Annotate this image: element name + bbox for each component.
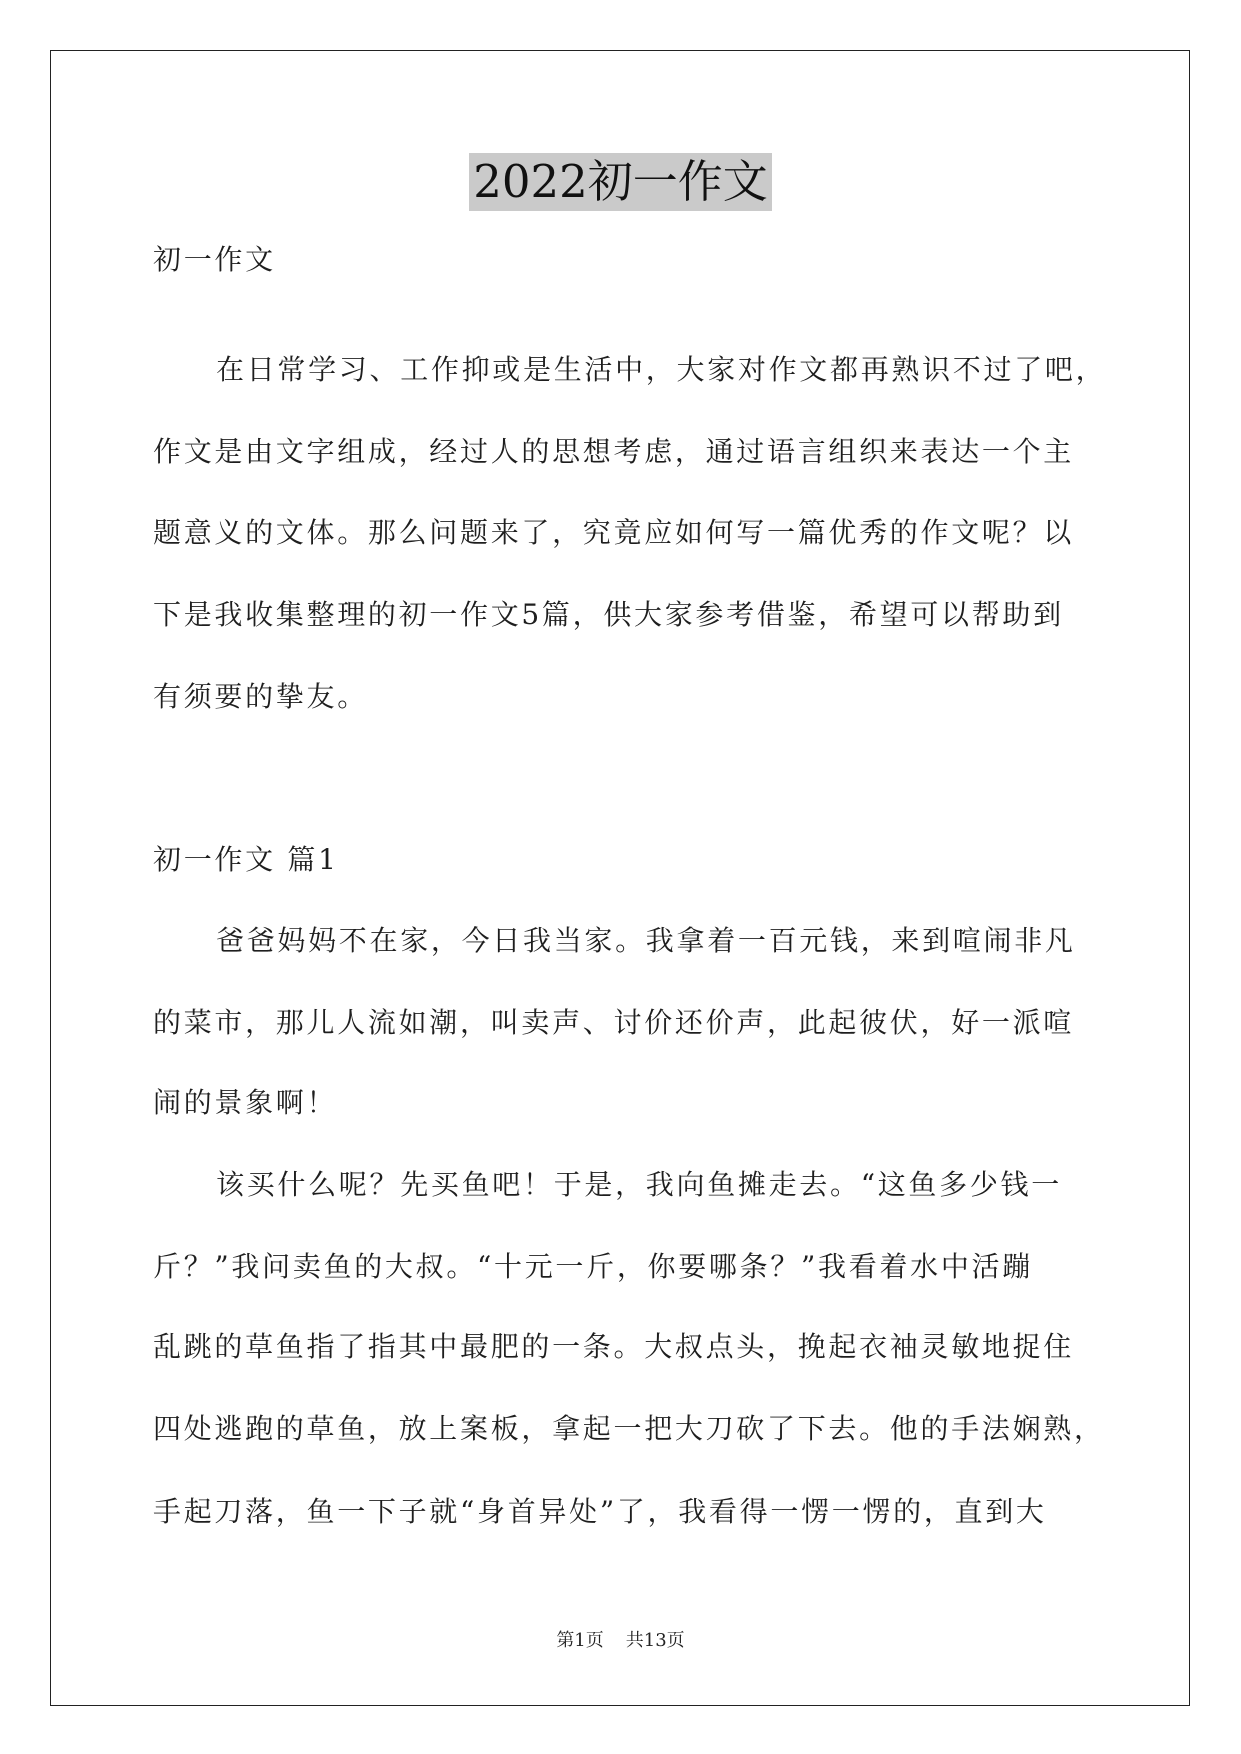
paragraph-line: 斤？”我问卖鱼的大叔。“十元一斤，你要哪条？”我看着水中活蹦 (153, 1250, 1033, 1283)
title-row (0, 153, 1241, 211)
paragraph-line: 手起刀落，鱼一下子就“身首异处”了，我看得一愣一愣的，直到大 (153, 1495, 1047, 1528)
paragraph-line: 的菜市，那儿人流如潮，叫卖声、讨价还价声，此起彼伏，好一派喧 (153, 1006, 1075, 1039)
paragraph-line: 四处逃跑的草鱼，放上案板，拿起一把大刀砍了下去。他的手法娴熟， (153, 1412, 1105, 1445)
paragraph-line: 闹的景象啊！ (153, 1086, 338, 1119)
paragraph-line: 爸爸妈妈不在家，今日我当家。我拿着一百元钱，来到喧闹非凡 (216, 924, 1076, 957)
page-total: 共13页 (625, 1630, 685, 1651)
paragraph-line: 题意义的文体。那么问题来了，究竟应如何写一篇优秀的作文呢？以 (153, 516, 1075, 549)
page-footer (0, 1628, 1241, 1654)
paragraph-line: 该买什么呢？先买鱼吧！于是，我向鱼摊走去。“这鱼多少钱一 (216, 1168, 1062, 1201)
document-title: 2022初一作文 (469, 153, 772, 211)
section-heading: 初一作文 (153, 243, 276, 276)
paragraph-line: 乱跳的草鱼指了指其中最肥的一条。大叔点头，挽起衣袖灵敏地捉住 (153, 1330, 1075, 1363)
page-number: 第1页 (556, 1630, 604, 1651)
paragraph-line: 下是我收集整理的初一作文5篇，供大家参考借鉴，希望可以帮助到 (153, 598, 1064, 631)
section-heading: 初一作文 篇1 (153, 843, 339, 876)
paragraph-line: 在日常学习、工作抑或是生活中，大家对作文都再熟识不过了吧， (216, 353, 1107, 386)
paragraph-line: 有须要的挚友。 (153, 680, 368, 713)
paragraph-line: 作文是由文字组成，经过人的思想考虑，通过语言组织来表达一个主 (153, 435, 1075, 468)
